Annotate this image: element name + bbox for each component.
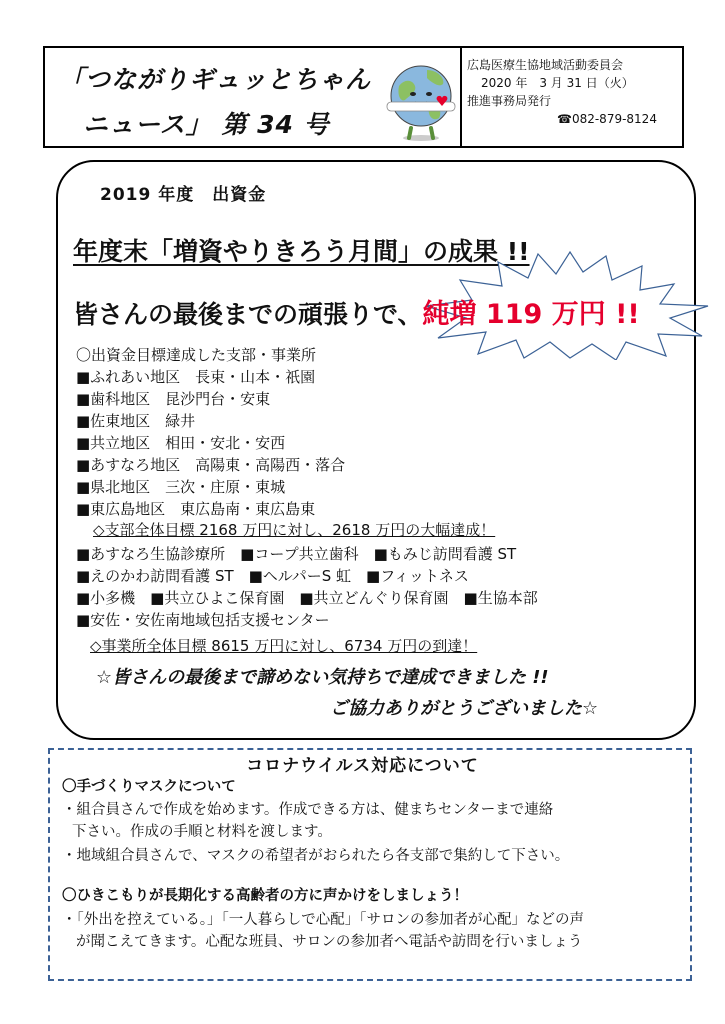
header-info bbox=[467, 56, 681, 128]
office-row: ■小多機 ■共立ひよこ保育園 ■共立どんぐり保育園 ■生協本部 bbox=[76, 589, 538, 607]
list-item: ■共立地区 相田・安北・安西 bbox=[76, 434, 286, 452]
office-row: ■安佐・安佐南地域包括支援センター bbox=[76, 611, 330, 629]
headline-2-prefix: 皆さんの最後までの頑張りで、 bbox=[73, 300, 423, 329]
header-divider bbox=[460, 48, 462, 146]
publisher: 推進事務局発行 bbox=[467, 94, 552, 108]
headline-1-text: 年度末「増資やりきろう月間」の成果 !! bbox=[73, 237, 530, 266]
office-row: ■あすなろ生協診療所 ■コープ共立歯科 ■もみじ訪問看護 ST bbox=[76, 545, 517, 563]
list-item: ■あすなろ地区 高陽東・高陽西・落合 bbox=[76, 456, 346, 474]
list-item: ■東広島地区 東広島南・東広島東 bbox=[76, 500, 316, 518]
list-item: ■ふれあい地区 長束・山本・祇園 bbox=[76, 368, 316, 386]
list-item: ■県北地区 三次・庄原・東城 bbox=[76, 478, 286, 496]
corona-title: コロナウイルス対応について bbox=[246, 756, 479, 776]
list-item: ■歯科地区 昆沙門台・安東 bbox=[76, 390, 271, 408]
mask-line-2: 下さい。作成の手順と材料を渡します。 bbox=[72, 824, 332, 840]
newsletter-title-line1: 「つながりギュッとちゃん bbox=[59, 65, 372, 94]
issue-date: 2020 年 3 月 31 日（火） bbox=[481, 76, 634, 90]
offices-summary bbox=[90, 636, 477, 656]
mask-line-1: ・組合員さんで作成を始めます。作成できる方は、健まちセンターまで連絡 bbox=[62, 802, 554, 818]
mask-heading: 〇手づくりマスクについて bbox=[62, 779, 236, 795]
office-row: ■えのかわ訪問看護 ST ■ヘルパーS 虹 ■フィットネス bbox=[76, 567, 469, 585]
phone-number: ☎082-879-8124 bbox=[557, 112, 657, 126]
branches-heading: 〇出資金目標達成した支部・事業所 bbox=[76, 346, 317, 364]
closing-line-2: ご協力ありがとうございました☆ bbox=[330, 698, 599, 719]
elderly-heading: 〇ひきこもりが長期化する高齢者の方に声かけをしましょう！ bbox=[62, 888, 468, 904]
year-label: 2019 年度 出資金 bbox=[100, 185, 267, 205]
headline-2 bbox=[73, 292, 640, 331]
branches-summary-text: ◇支部全体目標 2168 万円に対し、2618 万円の大幅達成！ bbox=[93, 521, 496, 539]
organization-name: 広島医療生協地域活動委員会 bbox=[467, 58, 624, 72]
list-item: ■佐東地区 緑井 bbox=[76, 412, 196, 430]
globe-mascot-icon bbox=[385, 56, 457, 144]
newsletter-header bbox=[43, 46, 684, 148]
branches-summary bbox=[93, 520, 495, 540]
closing-line-1: ☆皆さんの最後まで諦めない気持ちで達成できました !! bbox=[96, 667, 549, 688]
mask-line-3: ・地域組合員さんで、マスクの希望者がおられたら各支部で集約して下さい。 bbox=[62, 848, 570, 864]
newsletter-title-line2: ニュース」 第 34 号 bbox=[83, 110, 330, 139]
elderly-line-1: ・「外出を控えている。」「一人暮らしで心配」「サロンの参加者が心配」などの声 bbox=[62, 912, 584, 928]
offices-summary-text: ◇事業所全体目標 8615 万円に対し、6734 万円の到達！ bbox=[90, 637, 478, 655]
elderly-line-2: が聞こえてきます。心配な班員、サロンの参加者へ電話や訪問を行いましょう bbox=[76, 934, 583, 950]
headline-2-highlight: 純増 119 万円 !! bbox=[422, 299, 640, 330]
